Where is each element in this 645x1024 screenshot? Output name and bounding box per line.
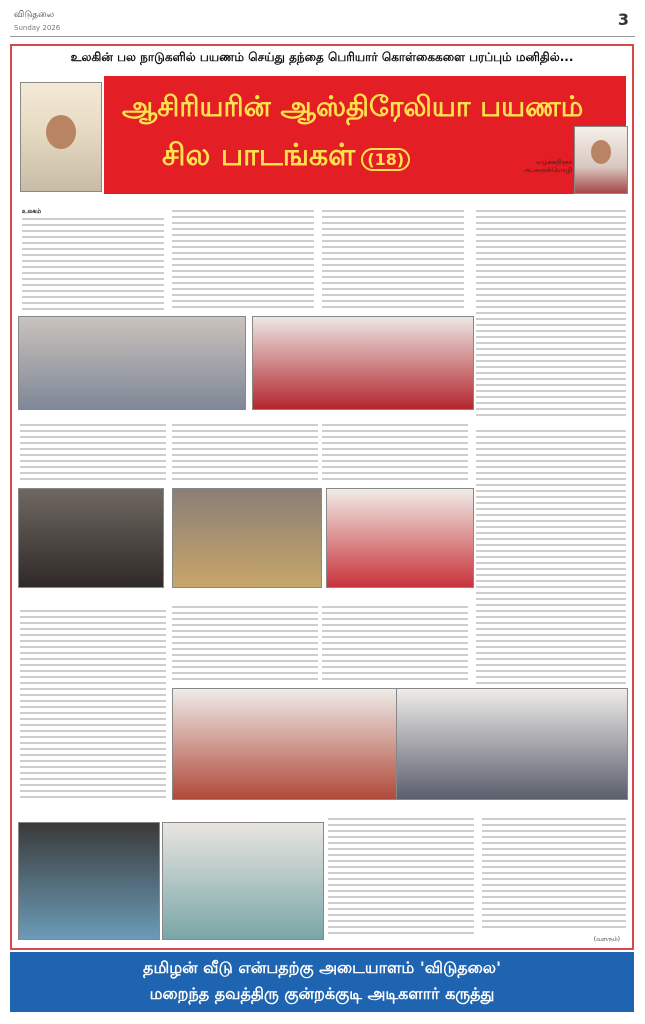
group-photo (18, 316, 246, 410)
text-block (322, 606, 468, 682)
article-title-line2 (162, 138, 410, 177)
text-block (322, 424, 468, 480)
stage-photo (252, 316, 474, 410)
text-block (482, 818, 626, 928)
honour-photo-2 (396, 688, 628, 800)
gift-photo-2 (162, 822, 324, 940)
text-block (20, 610, 166, 800)
episode-badge: (18) (361, 148, 410, 171)
article-frame (10, 44, 634, 950)
speaker-photo-3 (326, 488, 474, 588)
column-start-heading: உலகம் (22, 208, 42, 215)
gift-photo-1 (18, 822, 160, 940)
text-block (476, 210, 626, 420)
article-title-text: சில பாடங்கள் (162, 138, 356, 173)
text-block (328, 818, 474, 938)
text-block (22, 218, 164, 310)
author-photo-left (20, 82, 102, 192)
text-block (172, 424, 318, 480)
honour-photo-1 (172, 688, 400, 800)
article-kicker: உலகின் பல நாடுகளில் பயணம் செய்து தந்தை பெரியார் கொள்கைகளை பரப்பும் மனிதில்... (70, 50, 574, 64)
bottom-banner (10, 952, 634, 1012)
issue-date: Sunday 2026 (14, 24, 61, 32)
bottom-banner-line2: மறைந்த தவத்திரு குன்றக்குடி அடிகளார் கருத்து (149, 984, 495, 1003)
text-block (172, 606, 318, 682)
text-block (322, 210, 464, 310)
continued-note: (வளரும்) (593, 936, 620, 943)
article-title-line1: ஆசிரியரின் ஆஸ்திரேலியா பயணம் (122, 90, 584, 123)
speaker-photo-2 (172, 488, 322, 588)
publication-name: விடுதலை (14, 10, 55, 20)
author-photo-right (574, 126, 628, 194)
bottom-banner-line1: தமிழன் வீடு என்பதற்கு அடையாளம் 'விடுதலை' (143, 958, 501, 977)
page-number: 3 (617, 10, 629, 29)
title-banner (104, 76, 626, 194)
speaker-photo-1 (18, 488, 164, 588)
text-block (20, 424, 166, 480)
text-block (172, 210, 314, 310)
author-byline: வழக்கறிஞர் அ.அருள்மொழி (523, 158, 572, 174)
page-header (10, 6, 635, 37)
